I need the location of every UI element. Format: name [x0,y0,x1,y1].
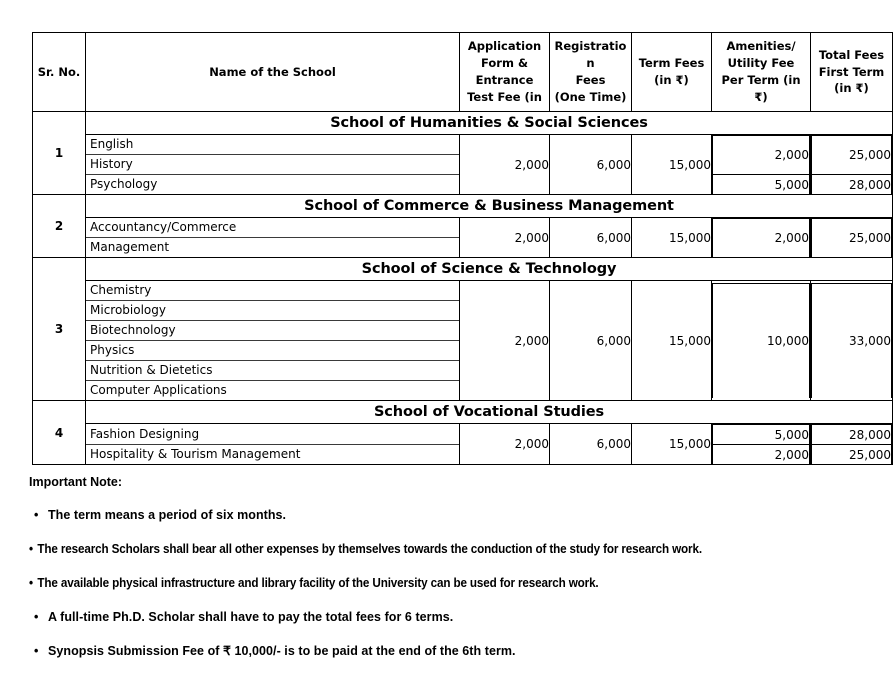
subject-name: Fashion Designing [86,425,459,445]
amenities-fee-row [713,284,810,399]
bullet-icon: • [34,644,39,658]
note-text: The research Scholars shall bear all other expenses by themselves towards the conduction of the study for research work. [37,542,702,556]
subject-name: Nutrition & Dietetics [86,361,459,381]
table-body [33,112,893,465]
column-header-registration-fees [550,33,632,112]
note-text: Synopsis Submission Fee of ₹ 10,000/- is to be paid at the end of the 6th term. [48,644,516,658]
total-fees-cell [811,218,893,258]
total-fees-value: 33,000 [812,284,892,399]
header-line: n [586,56,595,71]
header-line: Total Fees [818,47,885,62]
term-fee-value: 15,000 [632,424,712,465]
registration-fee-value: 6,000 [550,135,632,195]
subject-list-cell [86,218,460,258]
fee-structure-table [32,32,893,465]
application-fee-value: 2,000 [460,281,550,401]
total-fees-row [812,445,892,465]
subject-row [86,444,459,464]
column-header-term-fees [632,33,712,112]
section-data-row [33,424,893,465]
section-banner-row [33,258,893,281]
header-line: Entrance [475,73,534,87]
subject-row [86,135,459,155]
amenities-fee-cell [712,424,811,465]
subject-row [86,155,459,175]
term-fee-value: 15,000 [632,218,712,258]
school-section-title: School of Vocational Studies [86,401,893,424]
amenities-fee-row [713,445,810,465]
registration-fee-value: 6,000 [550,424,632,465]
sr-no-cell: 1 [33,112,86,195]
fee-structure-table-container [32,32,892,465]
total-fees-cell [811,424,893,465]
school-section-title: School of Humanities & Social Sciences [86,112,893,135]
amenities-fee-row [713,136,810,175]
subject-row [86,341,459,361]
application-fee-value: 2,000 [460,218,550,258]
subject-name: Accountancy/Commerce [86,218,459,238]
amenities-fee-value: 10,000 [713,284,810,399]
amenities-fee-value: 5,000 [713,175,810,195]
section-banner-row [33,112,893,135]
notes-list [29,508,889,659]
header-line: Registratio [554,39,627,54]
application-fee-value: 2,000 [460,135,550,195]
term-fee-value: 15,000 [632,281,712,401]
notes-heading: Important Note: [29,475,123,489]
header-line: Per Term (in [721,73,801,87]
header-line: Test Fee (in [467,89,542,104]
bullet-icon: • [34,610,39,624]
amenities-fee-value: 2,000 [713,136,810,175]
header-line: Term Fees [638,56,705,71]
note-text: A full-time Ph.D. Scholar shall have to pay the total fees for 6 terms. [48,610,454,624]
note-text: The term means a period of six months. [48,508,287,522]
total-fees-value: 25,000 [812,219,892,258]
subject-list [86,218,459,257]
column-header-total-fees [811,33,893,112]
header-line: ₹) [754,89,768,104]
subject-list-cell [86,281,460,401]
subject-row [86,321,459,341]
header-line: First Term [818,64,885,79]
school-section-title: School of Commerce & Business Management [86,195,893,218]
school-section-title: School of Science & Technology [86,258,893,281]
note-item [29,644,889,659]
registration-fee-value: 6,000 [550,281,632,401]
subject-name: Biotechnology [86,321,459,341]
column-header-sr-no: Sr. No. [33,33,86,112]
subject-row [86,361,459,381]
total-fees-row [812,425,892,445]
subject-name: Management [86,238,459,258]
subject-name: Psychology [86,175,459,195]
total-fees-value: 28,000 [812,425,892,445]
amenities-fee-cell [712,218,811,258]
subject-row [86,301,459,321]
total-fees-value: 25,000 [812,136,892,175]
total-fees-cell [811,135,893,195]
header-line: Fees [575,73,606,87]
header-line: (in ₹) [654,73,689,87]
note-item [29,542,833,557]
amenities-fee-row [713,219,810,258]
table-header-row [33,33,893,112]
subject-row [86,238,459,258]
amenities-fee-value: 5,000 [713,425,810,445]
column-header-amenities-fee [712,33,811,112]
header-line: Application [467,39,542,54]
subject-row [86,281,459,301]
note-text: The available physical infrastructure and library facility of the University can be used for research work. [37,576,599,590]
note-item [29,610,889,625]
registration-fee-value: 6,000 [550,218,632,258]
total-fees-cell [811,281,893,401]
bullet-icon: • [29,542,33,556]
amenities-fee-cell [712,135,811,195]
sr-no-cell: 4 [33,401,86,465]
sr-no-cell: 2 [33,195,86,258]
column-header-application-fee [460,33,550,112]
section-data-row [33,135,893,195]
header-line: (in ₹) [834,81,869,96]
table-header [33,33,893,112]
column-header-school-name: Name of the School [86,33,460,112]
total-fees-value: 25,000 [812,445,892,465]
total-fees-value: 28,000 [812,175,892,195]
subject-list [86,135,459,194]
header-line: Amenities/ [726,39,796,54]
sr-no-cell: 3 [33,258,86,401]
section-banner-row [33,401,893,424]
amenities-fee-value: 2,000 [713,219,810,258]
subject-name: History [86,155,459,175]
subject-row [86,425,459,445]
section-data-row [33,218,893,258]
subject-row [86,218,459,238]
section-banner-row [33,195,893,218]
total-fees-row [812,219,892,258]
subject-name: Hospitality & Tourism Management [86,444,459,464]
subject-row [86,381,459,401]
header-line: Utility Fee [727,56,795,71]
subject-name: Physics [86,341,459,361]
important-notes-section [29,471,889,659]
total-fees-row [812,136,892,175]
term-fee-value: 15,000 [632,135,712,195]
subject-name: Computer Applications [86,381,459,401]
subject-row [86,175,459,195]
note-item [29,508,889,523]
amenities-fee-row [713,425,810,445]
section-data-row [33,281,893,401]
header-line: (One Time) [554,89,627,104]
total-fees-row [812,175,892,195]
amenities-fee-value: 2,000 [713,445,810,465]
bullet-icon: • [29,576,33,590]
total-fees-row [812,284,892,399]
header-line: Form & [481,56,528,71]
subject-list-cell [86,424,460,465]
note-item [29,576,833,591]
bullet-icon: • [34,508,39,522]
subject-list [86,281,459,400]
application-fee-value: 2,000 [460,424,550,465]
amenities-fee-row [713,175,810,195]
subject-list-cell [86,135,460,195]
subject-name: Chemistry [86,281,459,301]
subject-name: English [86,135,459,155]
subject-list [86,425,459,464]
subject-name: Microbiology [86,301,459,321]
amenities-fee-cell [712,281,811,401]
